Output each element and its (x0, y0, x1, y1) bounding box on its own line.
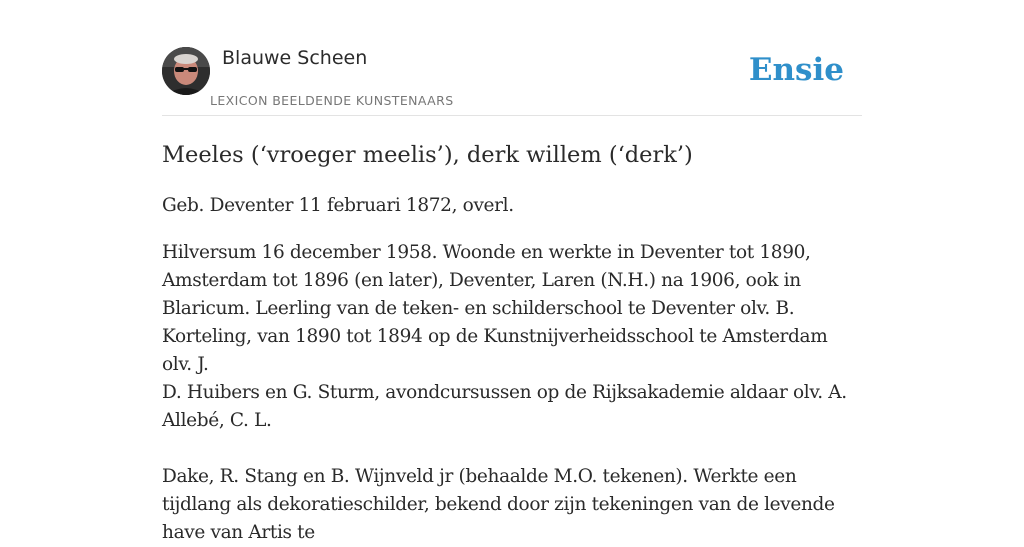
author-avatar[interactable] (162, 47, 210, 95)
page-container (162, 0, 862, 543)
article-paragraph: D. Huibers en G. Sturm, avondcursussen op de Rijksakademie aldaar olv. A. Allebé, C. L. (162, 382, 847, 431)
source-label[interactable]: LEXICON BEELDENDE KUNSTENAARS (210, 93, 454, 108)
ensie-logo-link[interactable]: Ensie (748, 52, 844, 88)
article-paragraph: Geb. Deventer 11 februari 1872, overl. (162, 195, 514, 216)
site-header (162, 0, 862, 116)
article-paragraph: Dake, R. Stang en B. Wijnveld jr (behaalde M.O. tekenen). Werkte een tijdlang als dekoratieschilder, bekend door zijn tekeningen van de levende have van Artis te (162, 466, 835, 543)
article-title: Meeles (‘vroeger meelis’), derk willem (‘derk’) (162, 142, 693, 168)
article-paragraph: Hilversum 16 december 1958. Woonde en werkte in Deventer tot 1890, Amsterdam tot 1896 (en later), Deventer, Laren (N.H.) na 1906, ook in Blaricum. Leerling van de teken- en schilderschool te Deventer olv. B. Korteling, van 1890 tot 1894 op de Kunstnijverheidsschool te Amsterdam olv. J. (162, 242, 828, 375)
author-name[interactable]: Blauwe Scheen (222, 47, 368, 69)
avatar-photo-icon (162, 47, 210, 95)
